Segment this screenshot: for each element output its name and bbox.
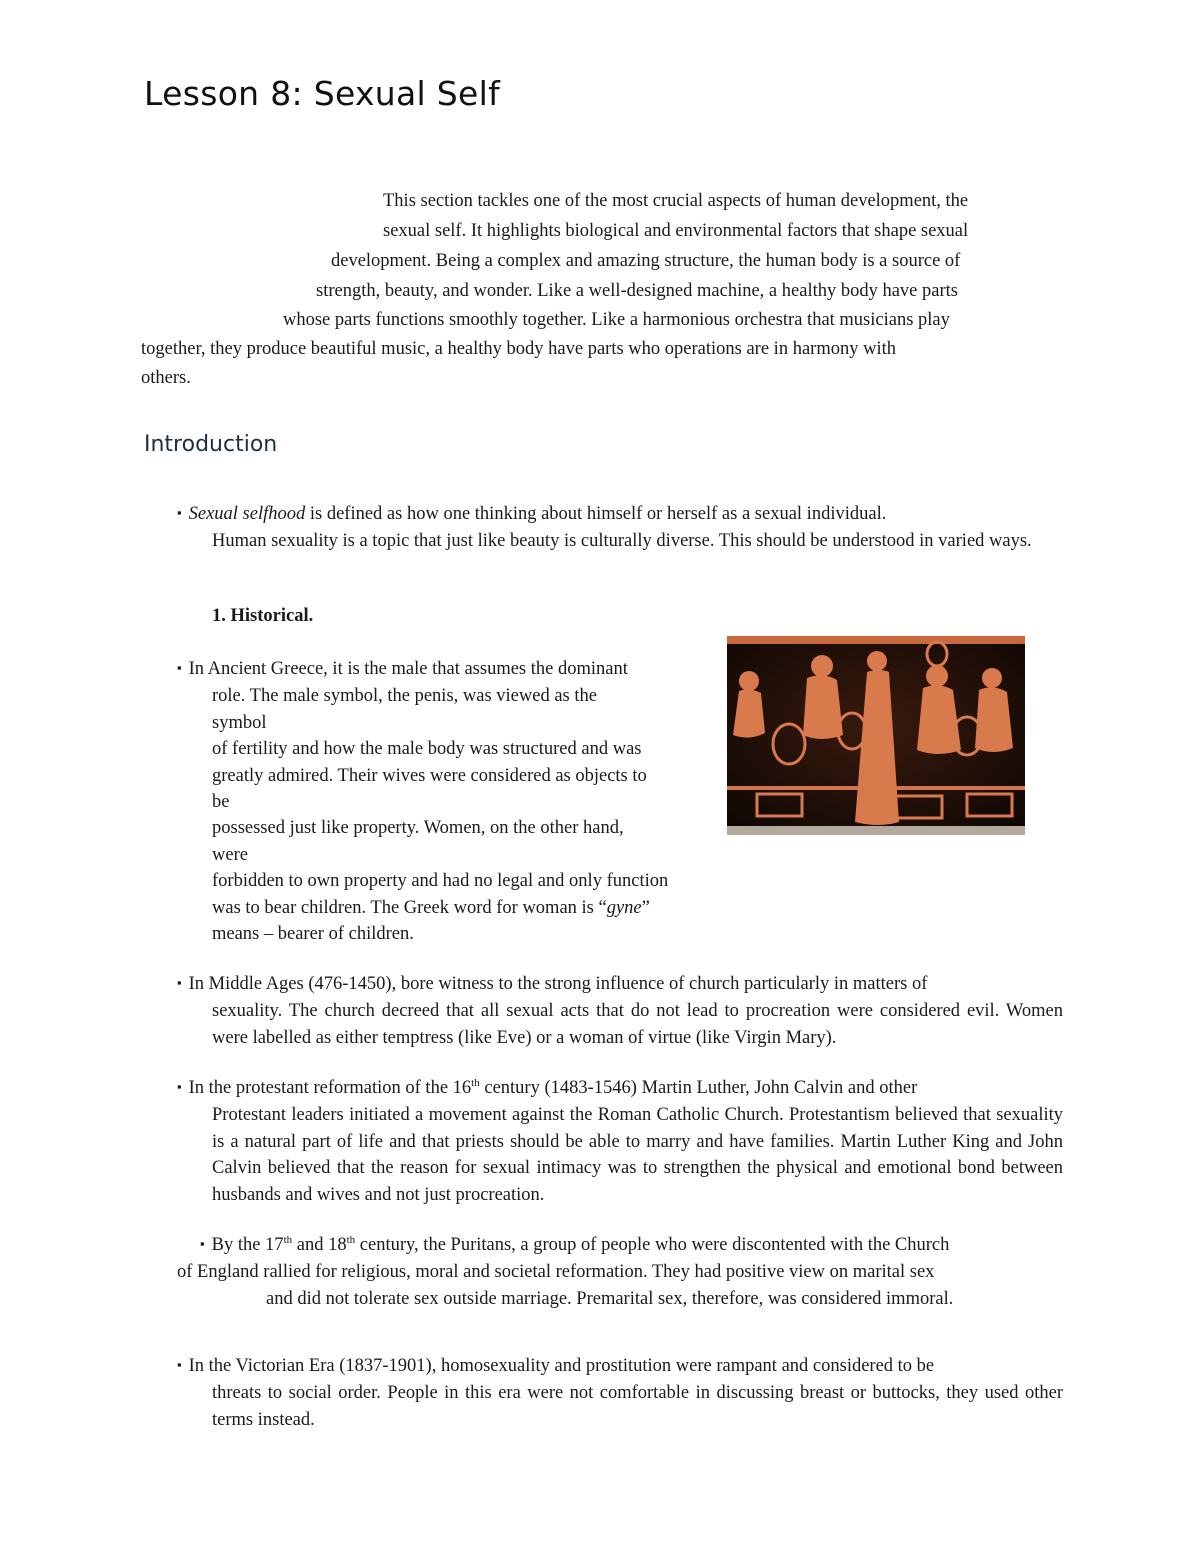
bullet-ancient-greece — [177, 656, 668, 947]
subheading-historical: 1. Historical. — [212, 606, 314, 626]
intro-line: others. — [141, 368, 191, 388]
puritans-sup2: th — [346, 1233, 356, 1246]
bullet-icon: ▪ — [177, 1357, 182, 1372]
greece-line: forbidden to own property and had no legal and only function — [212, 871, 669, 892]
greek-vase-image — [727, 636, 1025, 835]
bullet-icon: ▪ — [177, 660, 182, 675]
selfhood-definition: is defined as how one thinking about himself or herself as a sexual individual. — [305, 504, 887, 524]
bullet-icon: ▪ — [177, 1079, 182, 1094]
middle-ages-continuation: sexuality. The church decreed that all sexual acts that do not lead to procreation were considered evil. Women were labelled as either temptress (like Eve) or a woman of virtue (like Virgin Mary). — [212, 1001, 1063, 1048]
vase-illustration — [727, 636, 1025, 835]
bullet-selfhood — [177, 501, 1063, 555]
greece-first-line: In Ancient Greece, it is the male that assumes the dominant — [188, 659, 628, 679]
reformation-continuation: Protestant leaders initiated a movement against the Roman Catholic Church. Protestantism believed that sexuality is a natural part of life and that priests should be able to marry and have families. Martin Luther King and John Calvin believed that the reason for sexual intimacy was to strengthen the physical and emotional bond between husbands and wives and not just procreation. — [212, 1105, 1063, 1205]
greece-line: role. The male symbol, the penis, was viewed as the — [212, 686, 597, 707]
intro-line: This section tackles one of the most crucial aspects of human development, the — [383, 191, 969, 211]
greece-line: were — [212, 844, 248, 865]
puritans-post: century, the Puritans, a group of people who were discontented with the Church — [355, 1235, 950, 1255]
puritans-line2: of England rallied for religious, moral and societal reformation. They had positive view on marital sex — [177, 1262, 935, 1283]
intro-line: development. Being a complex and amazing structure, the human body is a source of — [331, 251, 961, 271]
bullet-puritans — [177, 1232, 1065, 1312]
intro-line: together, they produce beautiful music, a healthy body have parts who operations are in harmony with — [141, 339, 896, 359]
puritans-line3: and did not tolerate sex outside marriage. Premarital sex, therefore, was considered immoral. — [266, 1288, 954, 1309]
bullet-icon: ▪ — [177, 505, 182, 520]
victorian-continuation: threats to social order. People in this era were not comfortable in discussing breast or buttocks, they used other terms instead. — [212, 1383, 1063, 1430]
greece-line: of fertility and how the male body was structured and was — [212, 739, 642, 760]
victorian-first: In the Victorian Era (1837-1901), homosexuality and prostitution were rampant and considered to be — [188, 1356, 935, 1376]
greece-line: symbol — [212, 712, 267, 733]
intro-line: whose parts functions smoothly together. Like a harmonious orchestra that musicians play — [283, 310, 950, 330]
greece-word-line: was to bear children. The Greek word for woman is “ — [212, 897, 607, 918]
reformation-sup: th — [471, 1076, 480, 1089]
reformation-pre: In the protestant reformation of the 16 — [188, 1078, 472, 1098]
greece-word-close: ” — [641, 897, 650, 918]
greece-line: be — [212, 792, 230, 813]
page-title: Lesson 8: Sexual Self — [144, 74, 501, 113]
greece-line: possessed just like property. Women, on the other hand, — [212, 818, 624, 839]
term-sexual-selfhood: Sexual selfhood — [188, 504, 306, 524]
bullet-icon: ▪ — [177, 975, 182, 990]
greek-word-gyne: gyne — [606, 897, 642, 918]
selfhood-continuation: Human sexuality is a topic that just like beauty is culturally diverse. This should be understood in varied ways. — [212, 531, 1032, 552]
puritans-pre: By the 17 — [211, 1235, 284, 1255]
section-heading: Introduction — [144, 432, 278, 457]
reformation-post: century (1483-1546) Martin Luther, John Calvin and other — [479, 1078, 918, 1098]
greece-last-line: means – bearer of children. — [212, 924, 414, 945]
intro-line: sexual self. It highlights biological and environmental factors that shape sexual — [383, 221, 969, 241]
intro-line: strength, beauty, and wonder. Like a well-designed machine, a healthy body have parts — [316, 281, 958, 301]
puritans-mid: and 18 — [292, 1235, 347, 1255]
greece-line: greatly admired. Their wives were considered as objects to — [212, 765, 647, 786]
bullet-reformation — [177, 1075, 1063, 1208]
bullet-middle-ages — [177, 971, 1063, 1051]
bullet-icon: ▪ — [200, 1236, 205, 1251]
middle-ages-first: In Middle Ages (476-1450), bore witness to the strong influence of church particularly in matters of — [188, 974, 928, 994]
bullet-victorian — [177, 1353, 1063, 1433]
puritans-sup1: th — [283, 1233, 293, 1246]
